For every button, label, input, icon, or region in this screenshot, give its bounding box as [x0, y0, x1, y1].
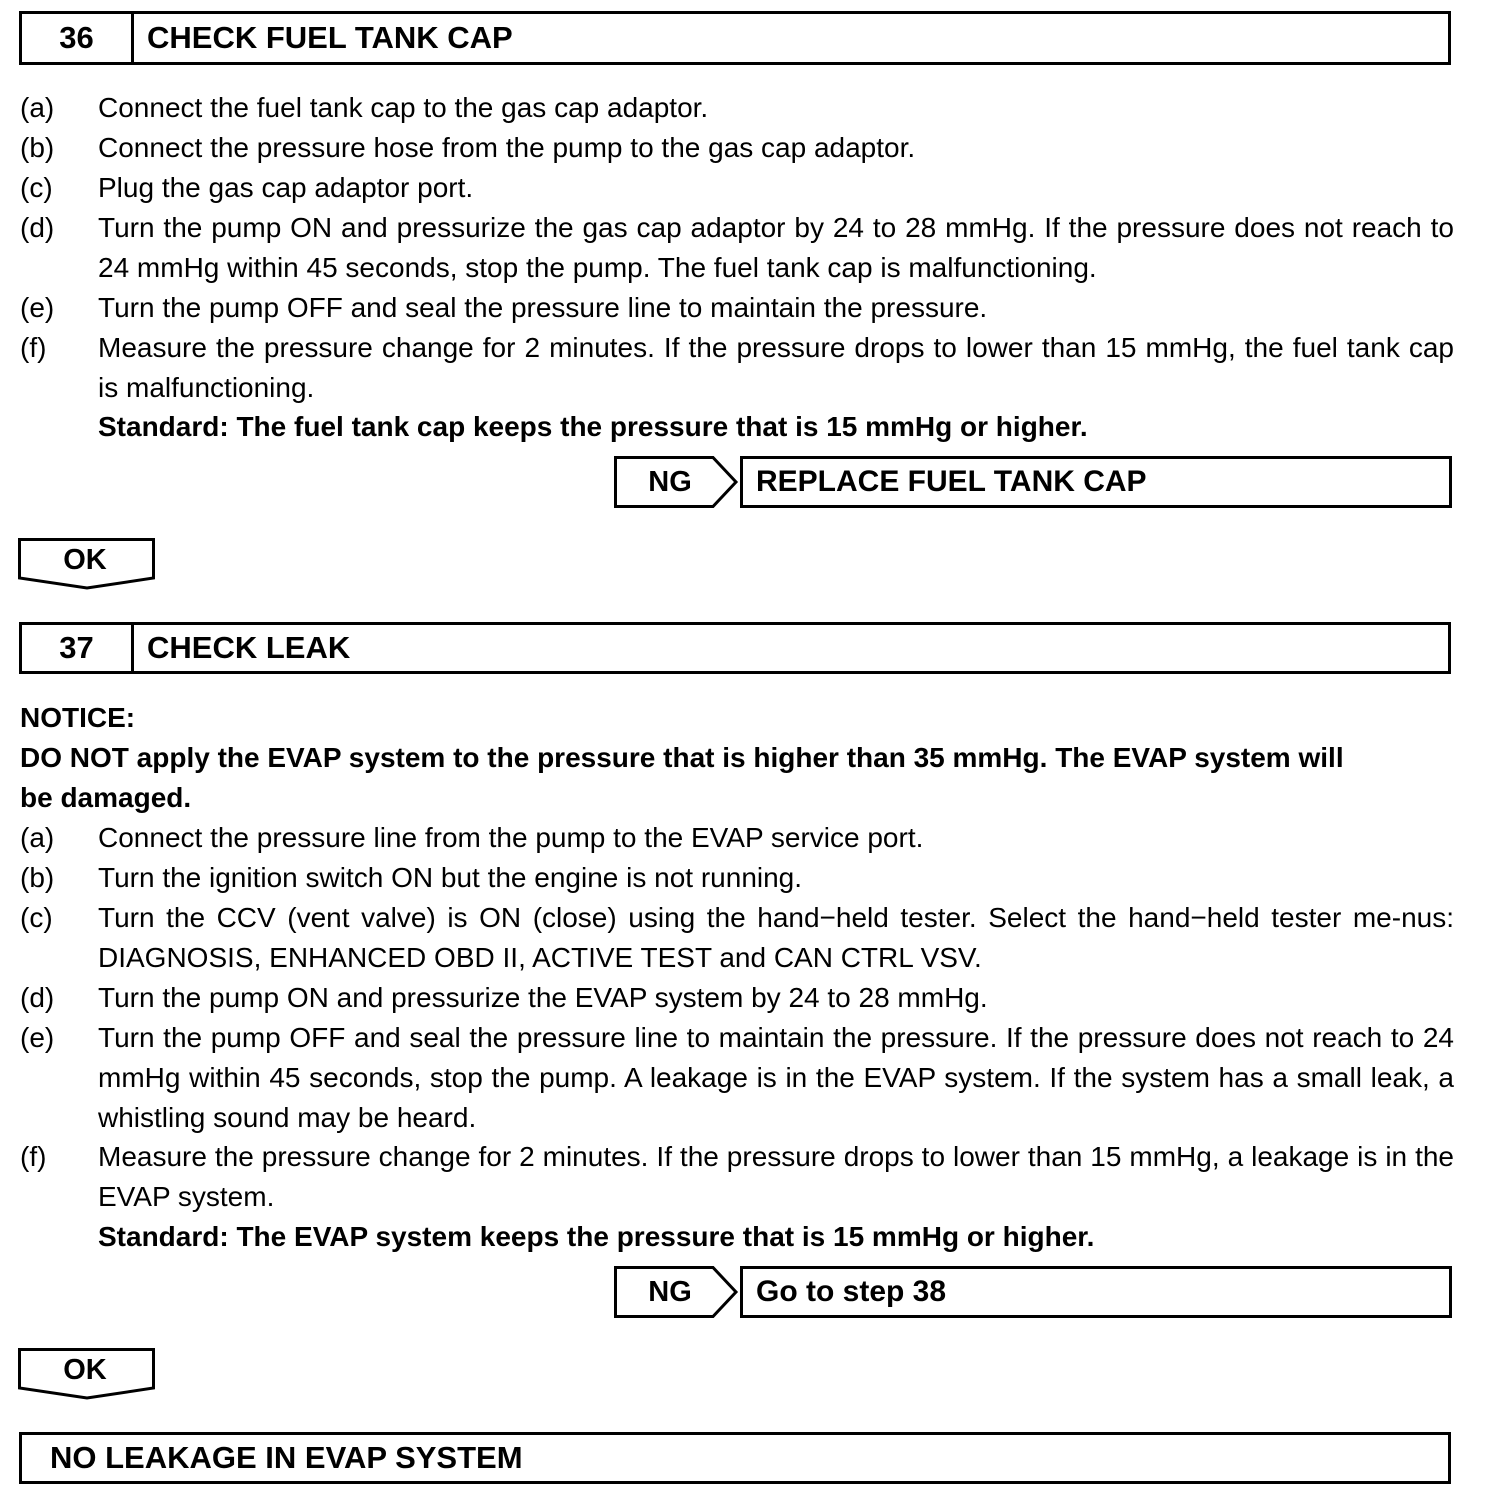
- item-label: (a): [20, 92, 55, 123]
- item-label: (f): [20, 332, 47, 363]
- ng-branch: [614, 1266, 1452, 1318]
- ok-branch: [18, 538, 156, 590]
- ng-label: NG: [648, 1275, 692, 1308]
- final-result-box: NO LEAKAGE IN EVAP SYSTEM: [19, 1432, 1451, 1484]
- step-title: CHECK FUEL TANK CAP: [147, 20, 513, 55]
- item-label: (d): [20, 212, 55, 243]
- item-text: Turn the pump ON and pressurize the gas cap adaptor by 24 to 28 mmHg. If the pressure does not reach to 24 mmHg within 45 seconds, stop the pump. The fuel tank cap is malfunctioning.: [98, 212, 1454, 283]
- ok-branch: [18, 1348, 156, 1400]
- ng-result-box: Go to step 38: [740, 1266, 1452, 1318]
- item-text: Measure the pressure change for 2 minutes. If the pressure drops to lower than 15 mmHg, the fuel tank cap is malfunctioning.: [98, 332, 1454, 403]
- item-text: Turn the CCV (vent valve) is ON (close) using the hand−held tester. Select the hand−held tester me-nus: DIAGNOSIS, ENHANCED OBD II, ACTIVE TEST and CAN CTRL VSV.: [98, 902, 1454, 973]
- item-text: Connect the fuel tank cap to the gas cap adaptor.: [98, 92, 709, 123]
- item-text: Turn the ignition switch ON but the engine is not running.: [98, 862, 803, 893]
- notice-text: DO NOT apply the EVAP system to the pressure that is higher than 35 mmHg. The EVAP system will: [20, 742, 1344, 773]
- notice-heading: NOTICE:: [20, 702, 136, 733]
- ng-label: NG: [648, 465, 692, 498]
- item-label: (c): [20, 172, 53, 203]
- standard-text: Standard: The fuel tank cap keeps the pressure that is 15 mmHg or higher.: [98, 411, 1088, 442]
- ok-label: OK: [63, 1353, 107, 1386]
- item-label: (e): [20, 292, 55, 323]
- item-text: Measure the pressure change for 2 minutes. If the pressure drops to lower than 15 mmHg, a leakage is in the EVAP system.: [98, 1141, 1454, 1212]
- item-label: (f): [20, 1141, 47, 1172]
- step-37-header: [19, 622, 1451, 674]
- item-text: Connect the pressure line from the pump to the EVAP service port.: [98, 822, 924, 853]
- ok-label: OK: [63, 543, 107, 576]
- item-text: Turn the pump OFF and seal the pressure line to maintain the pressure. If the pressure does not reach to 24 mmHg within 45 seconds, stop the pump. A leakage is in the EVAP system. If the system has a small leak, a whistling sound may be heard.: [98, 1022, 1454, 1133]
- step-title: CHECK LEAK: [147, 630, 351, 665]
- ng-branch: [614, 456, 1452, 508]
- item-label: (b): [20, 132, 55, 163]
- step-36-header: [19, 11, 1451, 65]
- item-text: Connect the pressure hose from the pump to the gas cap adaptor.: [98, 132, 916, 163]
- step-number: 36: [22, 14, 134, 62]
- item-label: (a): [20, 822, 55, 853]
- item-label: (b): [20, 862, 55, 893]
- step-number: 37: [22, 625, 134, 671]
- item-text: Plug the gas cap adaptor port.: [98, 172, 474, 203]
- item-text: Turn the pump ON and pressurize the EVAP system by 24 to 28 mmHg.: [98, 982, 988, 1013]
- standard-text: Standard: The EVAP system keeps the pressure that is 15 mmHg or higher.: [98, 1221, 1095, 1252]
- item-text: Turn the pump OFF and seal the pressure line to maintain the pressure.: [98, 292, 988, 323]
- item-label: (e): [20, 1022, 55, 1053]
- item-label: (d): [20, 982, 55, 1013]
- item-label: (c): [20, 902, 53, 933]
- notice-text: be damaged.: [20, 782, 192, 813]
- ng-result-box: REPLACE FUEL TANK CAP: [740, 456, 1452, 508]
